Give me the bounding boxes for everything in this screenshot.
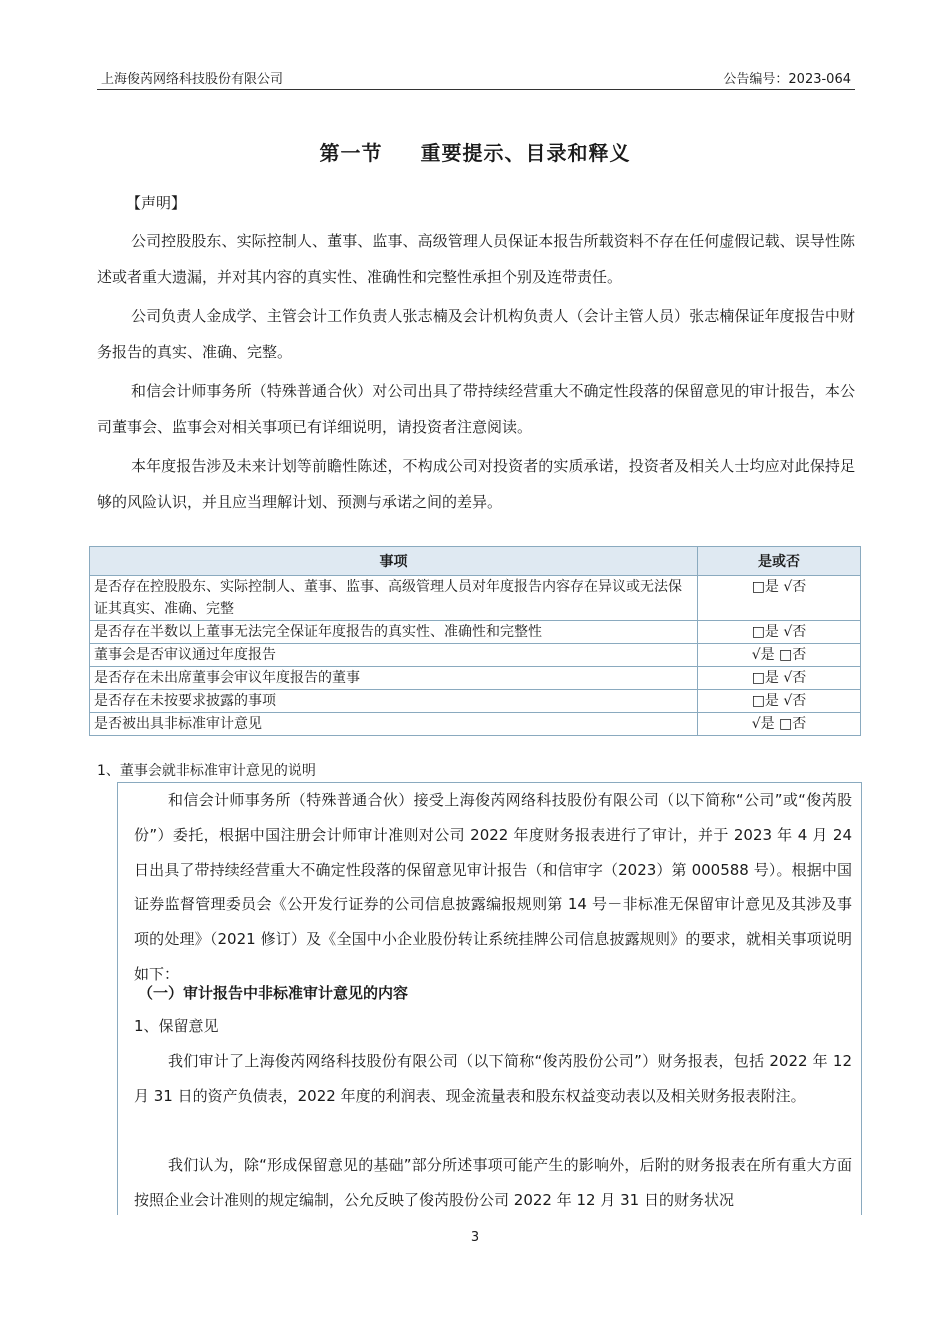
table-row xyxy=(90,713,861,736)
board-note-box xyxy=(117,782,862,1215)
section-title xyxy=(0,137,950,166)
matters-table xyxy=(89,546,861,736)
matter-item: 是否存在未按要求披露的事项 xyxy=(90,690,698,713)
column-header-item: 事项 xyxy=(90,547,698,576)
statement-paragraph-4: 本年度报告涉及未来计划等前瞻性陈述，不构成公司对投资者的实质承诺，投资者及相关人士均应对此保持足够的风险认识，并且应当理解计划、预测与承诺之间的差异。 xyxy=(97,457,855,511)
matter-item: 是否存在半数以上董事无法完全保证年度报告的真实性、准确性和完整性 xyxy=(90,621,698,644)
table-row xyxy=(90,667,861,690)
board-note-paragraph-2: 我们认为，除“形成保留意见的基础”部分所述事项可能产生的影响外，后附的财务报表在所有重大方面按照企业会计准则的规定编制，公允反映了俊芮股份公司 2022 年 12 月 31 日的财务状况 xyxy=(134,1156,852,1209)
board-note-subheading: （一）审计报告中非标准审计意见的内容 xyxy=(138,984,409,1002)
table-row xyxy=(90,644,861,667)
matter-answer: □是 √否 xyxy=(698,667,861,690)
page-header xyxy=(97,67,855,90)
board-note-item-label: 1、保留意见 xyxy=(134,1017,219,1035)
matter-item: 是否被出具非标准审计意见 xyxy=(90,713,698,736)
matter-answer: √是 □否 xyxy=(698,713,861,736)
table-row xyxy=(90,690,861,713)
column-header-answer: 是或否 xyxy=(698,547,861,576)
statement-paragraph-1: 公司控股股东、实际控制人、董事、监事、高级管理人员保证本报告所载资料不存在任何虚假记载、误导性陈述或者重大遗漏，并对其内容的真实性、准确性和完整性承担个别及连带责任。 xyxy=(97,232,855,286)
matter-answer: √是 □否 xyxy=(698,644,861,667)
table-row xyxy=(90,576,861,621)
board-note-paragraph-1: 我们审计了上海俊芮网络科技股份有限公司（以下简称“俊芮股份公司”）财务报表，包括 2022 年 12 月 31 日的资产负债表，2022 年度的利润表、现金流量表和股东权益变动表以及相关财务报表附注。 xyxy=(134,1052,852,1105)
header-announcement-number: 公告编号：2023-064 xyxy=(723,72,851,87)
table-row xyxy=(90,621,861,644)
section-heading: 重要提示、目录和释义 xyxy=(420,141,631,165)
statement-label: 【声明】 xyxy=(126,194,187,212)
matter-answer: □是 √否 xyxy=(698,690,861,713)
board-note-label: 1、董事会就非标准审计意见的说明 xyxy=(97,763,316,779)
matter-answer: □是 √否 xyxy=(698,576,861,621)
header-company-name: 上海俊芮网络科技股份有限公司 xyxy=(101,72,284,87)
statement-paragraph-3: 和信会计师事务所（特殊普通合伙）对公司出具了带持续经营重大不确定性段落的保留意见的审计报告，本公司董事会、监事会对相关事项已有详细说明，请投资者注意阅读。 xyxy=(97,382,855,436)
page-number: 3 xyxy=(470,1230,480,1245)
matter-item: 是否存在未出席董事会审议年度报告的董事 xyxy=(90,667,698,690)
matter-item: 是否存在控股股东、实际控制人、董事、监事、高级管理人员对年度报告内容存在异议或无法保证其真实、准确、完整 xyxy=(90,576,698,621)
table-header-row xyxy=(90,547,861,576)
matter-item: 董事会是否审议通过年度报告 xyxy=(90,644,698,667)
matter-answer: □是 √否 xyxy=(698,621,861,644)
board-note-intro: 和信会计师事务所（特殊普通合伙）接受上海俊芮网络科技股份有限公司（以下简称“公司”或“俊芮股份”）委托，根据中国注册会计师审计准则对公司 2022 年度财务报表进行了审计，并于 2023 年 4 月 24 日出具了带持续经营重大不确定性段落的保留意见审计报告（和信审字（2023）第 000588 号）。根据中国证券监督管理委员会《公开发行证券的公司信息披露编报规则第 14 号－非标准无保留审计意见及其涉及事项的处理》（2021 修订）及《全国中小企业股份转让系统挂牌公司信息披露规则》的要求，就相关事项说明如下： xyxy=(134,791,852,983)
section-number: 第一节 xyxy=(319,141,383,165)
statement-paragraph-2: 公司负责人金成学、主管会计工作负责人张志楠及会计机构负责人（会计主管人员）张志楠保证年度报告中财务报告的真实、准确、完整。 xyxy=(97,307,855,361)
